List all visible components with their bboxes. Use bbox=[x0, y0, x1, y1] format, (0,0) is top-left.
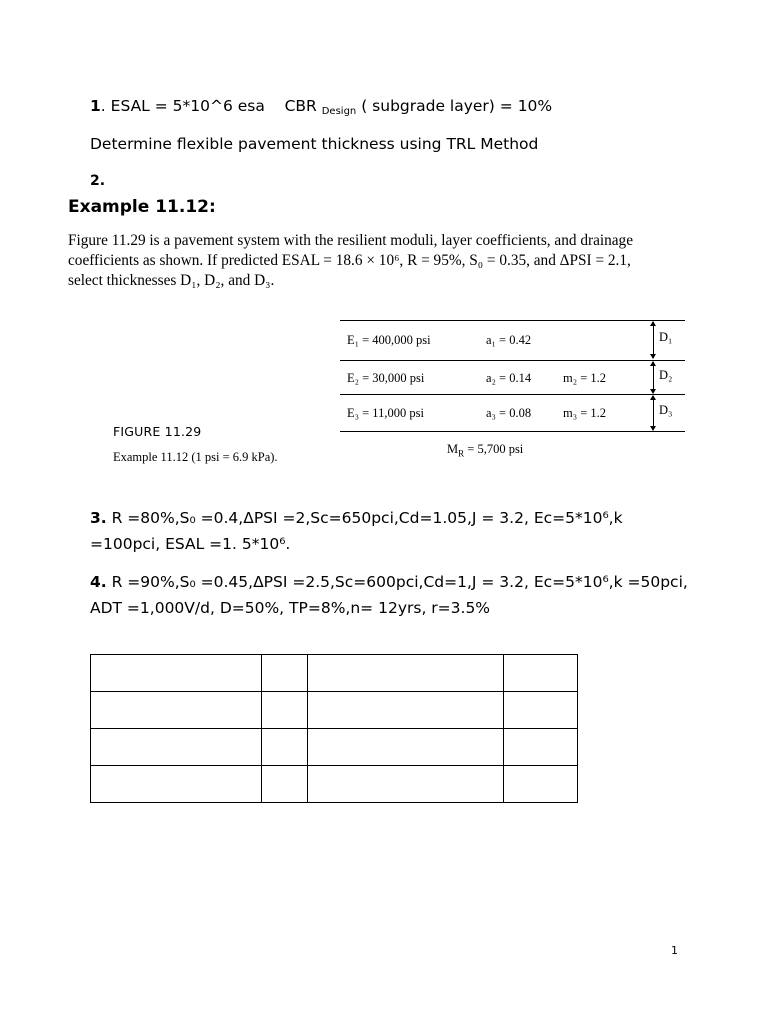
layer-boundary-1 bbox=[340, 360, 685, 361]
question-1-number: 1 bbox=[90, 97, 101, 115]
example-text-line-3: select thicknesses D₁, D₂, and D₃. bbox=[68, 272, 275, 289]
question-4 bbox=[90, 569, 750, 621]
question-3-line-2: =100pci, ESAL =1. 5*10⁶. bbox=[90, 535, 291, 553]
layer-1-coefficient: a₁ = 0.42 bbox=[486, 333, 532, 347]
question-1 bbox=[90, 93, 552, 125]
subgrade-modulus-symbol: M bbox=[447, 442, 459, 456]
table-cell bbox=[91, 766, 262, 803]
question-4-line-2: ADT =1,000V/d, D=50%, TP=8%,n= 12yrs, r=3.5% bbox=[90, 599, 491, 617]
dimension-line-d3 bbox=[653, 396, 654, 429]
layer-boundary-bottom bbox=[340, 431, 685, 432]
figure-label: FIGURE 11.29 bbox=[113, 424, 202, 439]
question-3-line-1: R =80%,S₀ =0.4,ΔPSI =2,Sc=650pci,Cd=1.05,J = 3.2, Ec=5*10⁶,k bbox=[106, 509, 623, 527]
table-row bbox=[91, 729, 578, 766]
table-cell bbox=[262, 655, 308, 692]
table-cell bbox=[91, 655, 262, 692]
arrow-up-icon bbox=[650, 361, 656, 366]
question-4-line-1: R =90%,S₀ =0.45,ΔPSI =2.5,Sc=600pci,Cd=1,J = 3.2, Ec=5*10⁶,k =50pci, bbox=[106, 573, 688, 591]
figure-caption: Example 11.12 (1 psi = 6.9 kPa). bbox=[113, 450, 278, 464]
empty-table bbox=[90, 654, 578, 803]
example-text-line-2: coefficients as shown. If predicted ESAL = 18.6 × 10⁶, R = 95%, S₀ = 0.35, and ΔPSI = 2.1, bbox=[68, 252, 631, 269]
table-cell bbox=[262, 729, 308, 766]
layer-3-thickness: D₃ bbox=[659, 403, 673, 417]
layer-boundary-2 bbox=[340, 394, 685, 395]
arrow-down-icon bbox=[650, 426, 656, 431]
question-2-number: 2. bbox=[90, 173, 106, 189]
question-1-instruction: Determine flexible pavement thickness using TRL Method bbox=[90, 135, 539, 153]
table-cell bbox=[308, 655, 504, 692]
table-cell bbox=[308, 766, 504, 803]
dimension-line-d1 bbox=[653, 322, 654, 358]
layer-boundary-top bbox=[340, 320, 685, 321]
table-row bbox=[91, 692, 578, 729]
question-1-text-b: ( subgrade layer) = 10% bbox=[356, 97, 553, 115]
layer-2-drainage: m₂ = 1.2 bbox=[563, 371, 607, 385]
question-1-text-a: . ESAL = 5*10^6 esa CBR bbox=[100, 97, 322, 115]
layer-1-thickness: D₁ bbox=[659, 330, 673, 344]
arrow-up-icon bbox=[650, 321, 656, 326]
example-title: Example 11.12: bbox=[68, 197, 216, 217]
table-cell bbox=[504, 692, 578, 729]
table-row bbox=[91, 655, 578, 692]
table-cell bbox=[308, 729, 504, 766]
table-row bbox=[91, 766, 578, 803]
layer-2-thickness: D₂ bbox=[659, 368, 673, 382]
table-cell bbox=[504, 655, 578, 692]
table-cell bbox=[504, 766, 578, 803]
table-cell bbox=[262, 692, 308, 729]
arrow-down-icon bbox=[650, 389, 656, 394]
example-text bbox=[68, 231, 708, 291]
table-cell bbox=[91, 729, 262, 766]
table-cell bbox=[262, 766, 308, 803]
layer-3-modulus: E₃ = 11,000 psi bbox=[347, 406, 424, 420]
question-1-subscript: Design bbox=[321, 106, 357, 117]
table-cell bbox=[91, 692, 262, 729]
table-cell bbox=[308, 692, 504, 729]
subgrade-modulus-subscript: R bbox=[458, 448, 465, 459]
question-3 bbox=[90, 505, 730, 557]
arrow-down-icon bbox=[650, 354, 656, 359]
layer-1-modulus: E₁ = 400,000 psi bbox=[347, 333, 431, 347]
question-3-number: 3. bbox=[90, 509, 107, 527]
layer-3-drainage: m₃ = 1.2 bbox=[563, 406, 607, 420]
subgrade-modulus bbox=[447, 442, 523, 459]
page-number: 1 bbox=[671, 944, 678, 957]
layer-2-modulus: E₂ = 30,000 psi bbox=[347, 371, 425, 385]
subgrade-modulus-value: = 5,700 psi bbox=[464, 442, 524, 456]
table-cell bbox=[504, 729, 578, 766]
layer-2-coefficient: a₂ = 0.14 bbox=[486, 371, 532, 385]
question-4-number: 4. bbox=[90, 573, 107, 591]
dimension-line-d2 bbox=[653, 362, 654, 392]
layer-3-coefficient: a₃ = 0.08 bbox=[486, 406, 532, 420]
arrow-up-icon bbox=[650, 395, 656, 400]
example-text-line-1: Figure 11.29 is a pavement system with the resilient moduli, layer coefficients, and drainage bbox=[68, 232, 633, 249]
